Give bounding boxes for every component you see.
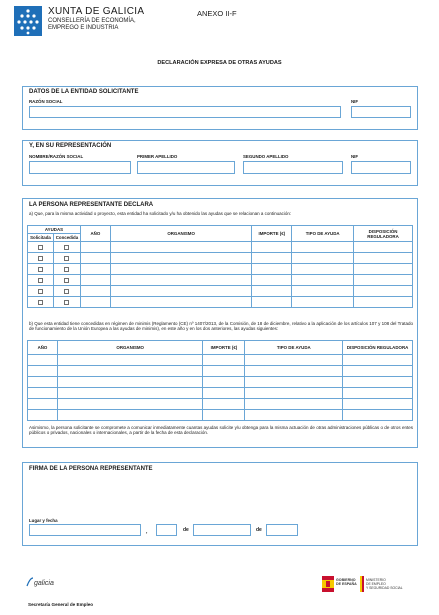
signature-section [22, 462, 418, 546]
department-name: Secretaría General de Empleo [28, 602, 94, 607]
requested-checkbox[interactable] [38, 278, 43, 283]
table-a-input-cell[interactable] [80, 264, 110, 275]
table-a-subheader-concedida: Concedida [53, 234, 80, 242]
signature-section-title: FIRMA DE LA PERSONA REPRESENTANTE [29, 466, 153, 472]
table-a-row [28, 264, 413, 275]
table-b-input-cell[interactable] [57, 377, 203, 388]
table-a-input-cell[interactable] [110, 264, 252, 275]
requested-checkbox[interactable] [38, 300, 43, 305]
table-a-row [28, 275, 413, 286]
table-b-input-cell[interactable] [203, 410, 245, 421]
table-b-input-cell[interactable] [343, 399, 413, 410]
org-subtitle [48, 18, 168, 32]
table-b-input-cell[interactable] [28, 355, 58, 366]
table-b-row [28, 355, 413, 366]
annex-label: ANEXO II-F [197, 9, 237, 18]
table-b-input-cell[interactable] [203, 355, 245, 366]
table-a-input-cell[interactable] [110, 297, 252, 308]
table-a-input-cell[interactable] [354, 297, 413, 308]
nif-field[interactable] [351, 106, 411, 118]
table-b-input-cell[interactable] [28, 366, 58, 377]
table-b-input-cell[interactable] [245, 410, 343, 421]
table-a-input-cell[interactable] [110, 253, 252, 264]
table-a-input-cell[interactable] [80, 286, 110, 297]
table-b-input-cell[interactable] [203, 366, 245, 377]
granted-checkbox-cell [53, 275, 80, 286]
declaration-section [22, 198, 418, 448]
granted-checkbox[interactable] [64, 267, 69, 272]
table-b-input-cell[interactable] [203, 399, 245, 410]
date-de-2: de [256, 527, 262, 533]
granted-checkbox[interactable] [64, 245, 69, 250]
table-b-input-cell[interactable] [28, 377, 58, 388]
aid-table-a [27, 225, 413, 308]
table-a-input-cell[interactable] [292, 275, 354, 286]
table-b-input-cell[interactable] [343, 377, 413, 388]
table-b-row [28, 410, 413, 421]
table-a-input-cell[interactable] [292, 297, 354, 308]
table-a-input-cell[interactable] [80, 297, 110, 308]
table-a-input-cell[interactable] [252, 253, 292, 264]
table-a-input-cell[interactable] [292, 264, 354, 275]
table-b-input-cell[interactable] [57, 410, 203, 421]
ministry-text-3: Y SEGURIDAD SOCIAL [366, 586, 403, 590]
table-b-input-cell[interactable] [245, 377, 343, 388]
requested-checkbox-cell [28, 242, 54, 253]
place-date-comma: , [146, 529, 148, 535]
table-a-input-cell[interactable] [354, 253, 413, 264]
table-b-input-cell[interactable] [343, 388, 413, 399]
requested-checkbox-cell [28, 286, 54, 297]
galicia-logo: galicia [34, 580, 54, 587]
table-b-input-cell[interactable] [57, 399, 203, 410]
granted-checkbox[interactable] [64, 256, 69, 261]
table-a-header-importe: IMPORTE (€) [252, 226, 292, 242]
declaration-b-text: b) Que esta entidad tiene concedidas en régimen de minimis (Reglamento (CE) nº 1407/2013, de la Comisión, de 18 de diciembre, relativo a la aplicación de los artículos 107 y 108 del Tratado de funcionamiento de la Unión Europea a las ayudas de minimis), en este año y en los dos anteriores, las ayudas siguientes: [29, 321, 413, 332]
table-b-header-importe: IMPORTE (€) [203, 341, 245, 355]
table-a-input-cell[interactable] [354, 242, 413, 253]
table-b-input-cell[interactable] [245, 399, 343, 410]
second-surname-field[interactable] [243, 161, 343, 174]
month-field[interactable] [193, 524, 251, 536]
granted-checkbox-cell [53, 286, 80, 297]
table-b-input-cell[interactable] [57, 355, 203, 366]
table-a-input-cell[interactable] [252, 264, 292, 275]
granted-checkbox-cell [53, 264, 80, 275]
table-a-input-cell[interactable] [110, 286, 252, 297]
table-b-input-cell[interactable] [343, 355, 413, 366]
table-b-input-cell[interactable] [57, 366, 203, 377]
entity-section [22, 86, 418, 130]
table-b-row [28, 366, 413, 377]
granted-checkbox[interactable] [64, 289, 69, 294]
ministry-text-1: MINISTERIO [366, 578, 386, 582]
table-a-input-cell[interactable] [292, 242, 354, 253]
table-a-header-disposicion: DISPOSICIÓN REGULADORA [354, 226, 413, 242]
table-b-input-cell[interactable] [28, 399, 58, 410]
table-b-input-cell[interactable] [245, 366, 343, 377]
requested-checkbox[interactable] [38, 267, 43, 272]
table-a-row [28, 297, 413, 308]
table-b-input-cell[interactable] [245, 388, 343, 399]
table-a-subheader-solicitada: Solicitada [28, 234, 54, 242]
granted-checkbox-cell [53, 253, 80, 264]
representative-nif-label: NIF [351, 154, 359, 159]
table-a-header-tipo: TIPO DE AYUDA [292, 226, 354, 242]
aid-table-b [27, 340, 413, 421]
table-a-input-cell[interactable] [80, 253, 110, 264]
table-a-row [28, 242, 413, 253]
table-b-input-cell[interactable] [245, 355, 343, 366]
representation-section-title: Y, EN SU REPRESENTACIÓN [29, 143, 112, 149]
representation-section [22, 140, 418, 186]
representative-name-label: NOMBRE/RAZÓN SOCIAL [29, 154, 84, 159]
table-a-input-cell[interactable] [80, 242, 110, 253]
razon-social-label: RAZÓN SOCIAL [29, 99, 63, 104]
gov-text-1: GOBIERNO [336, 578, 356, 582]
granted-checkbox-cell [53, 242, 80, 253]
requested-checkbox[interactable] [38, 245, 43, 250]
table-b-header-year: AÑO [28, 341, 58, 355]
table-b-input-cell[interactable] [57, 388, 203, 399]
table-b-input-cell[interactable] [203, 388, 245, 399]
table-a-input-cell[interactable] [292, 253, 354, 264]
table-b-row [28, 377, 413, 388]
org-sub-line-2: EMPREGO E INDUSTRIA [48, 25, 119, 31]
representative-name-field[interactable] [29, 161, 131, 174]
table-a-input-cell[interactable] [354, 286, 413, 297]
granted-checkbox[interactable] [64, 278, 69, 283]
table-a-header-organismo: ORGANISMO [110, 226, 252, 242]
first-surname-label: PRIMER APELLIDO [137, 154, 178, 159]
table-a-input-cell[interactable] [110, 275, 252, 286]
spain-shield-icon [322, 576, 334, 592]
table-b-input-cell[interactable] [28, 388, 58, 399]
table-b-row [28, 388, 413, 399]
requested-checkbox[interactable] [38, 289, 43, 294]
day-field[interactable] [156, 524, 177, 536]
requested-checkbox-cell [28, 297, 54, 308]
table-a-input-cell[interactable] [292, 286, 354, 297]
table-a-group-header: AYUDAS [28, 226, 81, 234]
table-a-input-cell[interactable] [252, 275, 292, 286]
gov-text-2: DE ESPAÑA [336, 582, 357, 586]
table-a-input-cell[interactable] [354, 264, 413, 275]
table-a-row [28, 253, 413, 264]
year-field[interactable] [266, 524, 298, 536]
declaration-a-text: a) Que, para la misma actividad o proyecto, esta entidad ha solicitado y/u ha obtenido las ayudas que se relacionan a continuación: [29, 211, 292, 216]
table-a-input-cell[interactable] [252, 297, 292, 308]
table-a-header-year: AÑO [80, 226, 110, 242]
table-b-header-disposicion: DISPOSICIÓN REGULADORA [343, 341, 413, 355]
table-a-input-cell[interactable] [110, 242, 252, 253]
spain-government-logo [322, 576, 408, 592]
date-de-1: de [183, 527, 189, 533]
org-sub-line-1: CONSELLERÍA DE ECONOMÍA, [48, 18, 136, 24]
org-name: XUNTA DE GALICIA [48, 6, 145, 17]
requested-checkbox-cell [28, 275, 54, 286]
requested-checkbox-cell [28, 253, 54, 264]
granted-checkbox-cell [53, 297, 80, 308]
nif-label: NIF [351, 99, 359, 104]
galicia-swoosh-icon [26, 577, 34, 587]
table-a-input-cell[interactable] [252, 242, 292, 253]
table-b-input-cell[interactable] [343, 410, 413, 421]
table-b-row [28, 399, 413, 410]
document-title: DECLARACIÓN EXPRESA DE OTRAS AYUDAS [157, 60, 282, 66]
razon-social-field[interactable] [29, 106, 341, 118]
table-b-input-cell[interactable] [343, 366, 413, 377]
granted-checkbox[interactable] [64, 300, 69, 305]
table-a-row [28, 286, 413, 297]
entity-section-title: DATOS DE LA ENTIDAD SOLICITANTE [29, 89, 139, 95]
table-a-input-cell[interactable] [252, 286, 292, 297]
commitment-text: Asimismo, la persona solicitante se compromete a comunicar inmediatamente cuantas ayudas solicite y/u obtenga para la misma actuación de otras administraciones públicas o de otros entes públicos o privados, nacionales o internacionales, a partir de la fecha de esta declaración. [29, 425, 413, 436]
representative-nif-field[interactable] [351, 161, 411, 174]
table-b-header-tipo: TIPO DE AYUDA [245, 341, 343, 355]
place-field[interactable] [29, 524, 141, 536]
xunta-logo-icon [14, 6, 42, 36]
place-date-label: Lugar y fecha [29, 518, 58, 523]
second-surname-label: SEGUNDO APELLIDO [243, 154, 289, 159]
table-a-input-cell[interactable] [354, 275, 413, 286]
table-a-input-cell[interactable] [80, 275, 110, 286]
table-b-header-organismo: ORGANISMO [57, 341, 203, 355]
requested-checkbox-cell [28, 264, 54, 275]
ministry-text-2: DE EMPLEO [366, 582, 386, 586]
table-b-input-cell[interactable] [28, 410, 58, 421]
table-b-input-cell[interactable] [203, 377, 245, 388]
declaration-section-title: LA PERSONA REPRESENTANTE DECLARA [29, 202, 154, 208]
requested-checkbox[interactable] [38, 256, 43, 261]
first-surname-field[interactable] [137, 161, 235, 174]
